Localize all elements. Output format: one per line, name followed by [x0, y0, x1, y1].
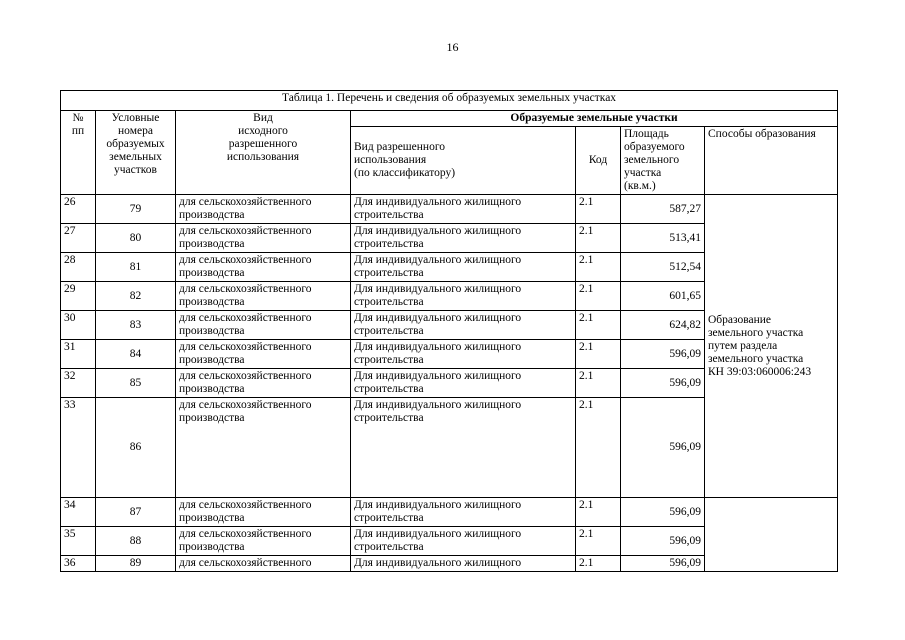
cell-permitted-use: Для индивидуального жилищного [351, 556, 576, 572]
cell-original-use: для сельскохозяйственного производства [176, 340, 351, 369]
cell-permitted-use: Для индивидуального жилищного строительства [351, 195, 576, 224]
cell-row-number: 32 [61, 369, 96, 398]
cell-row-number: 27 [61, 224, 96, 253]
cell-conditional-number: 85 [96, 369, 176, 398]
cell-permitted-use: Для индивидуального жилищного строительства [351, 340, 576, 369]
header-group-formed-plots: Образуемые земельные участки [351, 111, 838, 127]
table-caption: Таблица 1. Перечень и сведения об образуемых земельных участках [61, 91, 838, 111]
cell-row-number: 33 [61, 398, 96, 498]
header-conditional-number: Условные номера образуемых земельных участков [96, 111, 176, 195]
cell-area: 596,09 [621, 498, 705, 527]
cell-area: 601,65 [621, 282, 705, 311]
header-num: № пп [61, 111, 96, 195]
cell-permitted-use: Для индивидуального жилищного строительства [351, 398, 576, 498]
cell-permitted-use: Для индивидуального жилищного строительства [351, 311, 576, 340]
cell-area: 513,41 [621, 224, 705, 253]
cell-conditional-number: 87 [96, 498, 176, 527]
cell-area: 596,09 [621, 369, 705, 398]
cell-row-number: 26 [61, 195, 96, 224]
cell-permitted-use: Для индивидуального жилищного строительства [351, 282, 576, 311]
cell-row-number: 30 [61, 311, 96, 340]
cell-area: 596,09 [621, 398, 705, 498]
land-plots-table [60, 90, 838, 572]
cell-conditional-number: 83 [96, 311, 176, 340]
header-original-use: Вид исходного разрешенного использования [176, 111, 351, 195]
cell-code: 2.1 [576, 398, 621, 498]
cell-row-number: 34 [61, 498, 96, 527]
cell-conditional-number: 88 [96, 527, 176, 556]
header-area: Площадь образуемого земельного участка (кв.м.) [621, 127, 705, 195]
cell-conditional-number: 79 [96, 195, 176, 224]
cell-original-use: для сельскохозяйственного производства [176, 311, 351, 340]
cell-row-number: 35 [61, 527, 96, 556]
header-code: Код [576, 127, 621, 195]
cell-code: 2.1 [576, 340, 621, 369]
cell-code: 2.1 [576, 498, 621, 527]
cell-conditional-number: 80 [96, 224, 176, 253]
cell-formation-method-empty [705, 498, 838, 572]
cell-conditional-number: 82 [96, 282, 176, 311]
cell-original-use: для сельскохозяйственного производства [176, 527, 351, 556]
cell-code: 2.1 [576, 556, 621, 572]
cell-code: 2.1 [576, 282, 621, 311]
cell-conditional-number: 84 [96, 340, 176, 369]
header-new-use: Вид разрешенного использования (по классификатору) [351, 127, 576, 195]
cell-original-use: для сельскохозяйственного производства [176, 398, 351, 498]
cell-original-use: для сельскохозяйственного производства [176, 282, 351, 311]
cell-permitted-use: Для индивидуального жилищного строительства [351, 369, 576, 398]
cell-row-number: 31 [61, 340, 96, 369]
cell-original-use: для сельскохозяйственного производства [176, 224, 351, 253]
header-method: Способы образования [705, 127, 838, 195]
table-row [61, 195, 838, 224]
table-row [61, 498, 838, 527]
cell-code: 2.1 [576, 253, 621, 282]
cell-code: 2.1 [576, 527, 621, 556]
cell-area: 587,27 [621, 195, 705, 224]
cell-code: 2.1 [576, 195, 621, 224]
cell-code: 2.1 [576, 311, 621, 340]
cell-permitted-use: Для индивидуального жилищного строительства [351, 527, 576, 556]
cell-original-use: для сельскохозяйственного [176, 556, 351, 572]
cell-code: 2.1 [576, 224, 621, 253]
table-body [61, 195, 838, 572]
cell-area: 512,54 [621, 253, 705, 282]
cell-area: 596,09 [621, 527, 705, 556]
cell-row-number: 28 [61, 253, 96, 282]
cell-row-number: 29 [61, 282, 96, 311]
cell-permitted-use: Для индивидуального жилищного строительства [351, 224, 576, 253]
cell-formation-method: Образование земельного участка путем раздела земельного участка КН 39:03:060006:243 [705, 195, 838, 498]
cell-conditional-number: 89 [96, 556, 176, 572]
cell-permitted-use: Для индивидуального жилищного строительства [351, 253, 576, 282]
cell-area: 596,09 [621, 556, 705, 572]
cell-code: 2.1 [576, 369, 621, 398]
page-number: 16 [446, 40, 459, 54]
cell-row-number: 36 [61, 556, 96, 572]
cell-original-use: для сельскохозяйственного производства [176, 253, 351, 282]
cell-conditional-number: 81 [96, 253, 176, 282]
cell-area: 624,82 [621, 311, 705, 340]
cell-original-use: для сельскохозяйственного производства [176, 195, 351, 224]
cell-permitted-use: Для индивидуального жилищного строительства [351, 498, 576, 527]
cell-conditional-number: 86 [96, 398, 176, 498]
cell-original-use: для сельскохозяйственного производства [176, 369, 351, 398]
cell-area: 596,09 [621, 340, 705, 369]
cell-original-use: для сельскохозяйственного производства [176, 498, 351, 527]
